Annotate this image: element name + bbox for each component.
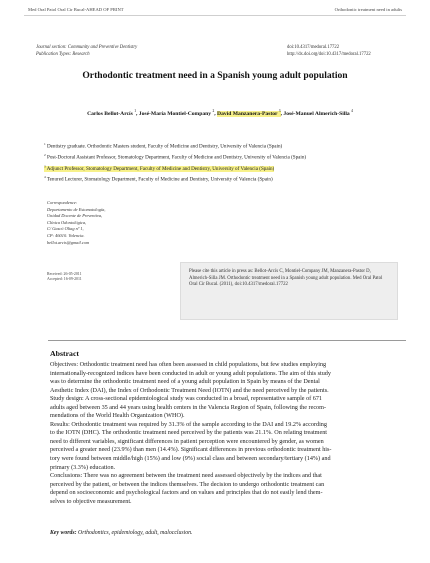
abstract-line: tory were found between middle/high (15%) and low (9%) social class and between secondary/tertiary (14%) and bbox=[50, 455, 331, 463]
abstract-line: Aesthetic Index (DAI), the Index of Orthodontic Treatment Need (IOTN) and the need perceived by the patients. bbox=[50, 386, 329, 394]
correspondence-line: Clínica Odontológica, bbox=[47, 219, 87, 225]
header-divider bbox=[24, 15, 406, 16]
citation-text: Please cite this article in press as: Bellot-Arcís C, Montiel-Company JM, Manzanera-Pastor D, Almerich-Silla JM. Orthodontic treatment need in a Spanish young adult population. Med Oral Patol Oral Cir Bucal. (2011), doi:10.4317/medoral.17722 bbox=[189, 269, 383, 288]
correspondence-block bbox=[47, 200, 105, 246]
abstract-line: depend on socioeconomic and psychological factors and on values and principles that do not easily lend them- bbox=[50, 489, 323, 497]
doi-block bbox=[287, 44, 371, 58]
doi-text[interactable]: doi:10.4317/medoral.17722 bbox=[287, 45, 340, 50]
correspondence-line: Departamento de Estomatología, bbox=[47, 206, 106, 212]
journal-section: Journal section: Community and Preventive Dentistry bbox=[36, 45, 138, 50]
correspondence-line: CP: 46010. Valencia. bbox=[47, 232, 85, 238]
keywords-text: Orthodontics, epidemiology, adult, malocclusion. bbox=[78, 530, 193, 536]
abstract-line: Results: Orthodontic treatment was required by 31.3% of the sample according to the DAI and 19.2% according bbox=[50, 420, 327, 428]
keywords bbox=[50, 530, 193, 536]
citation-box bbox=[180, 262, 398, 320]
correspondence-label: Correspondence: bbox=[47, 200, 78, 205]
author-4: José-Manuel Almerich-Silla $^4$ bbox=[283, 109, 353, 117]
abstract-line: selves to objective measurement. bbox=[50, 497, 132, 505]
abstract-body bbox=[50, 361, 410, 506]
journal-meta bbox=[36, 44, 137, 58]
abstract-heading: Abstract bbox=[50, 349, 80, 358]
author-list: Carlos Bellot-Arcís $^1$, José-María Montiel-Company $^2$, David Manzanera-Pastor $^3$, José-Manuel Almerich-Silla $^4$ bbox=[87, 109, 353, 117]
abstract-line: Study design: A cross-sectional epidemiological study was conducted in a broad, representative sample of 671 bbox=[50, 395, 323, 403]
accepted-date: Accepted: 16-09-2011 bbox=[47, 277, 82, 282]
publication-type: Publication Types: Research bbox=[36, 52, 90, 57]
abstract-line: was to determine the orthodontic treatment need of a young adult population in Spain by means of the Dental bbox=[50, 378, 320, 386]
affiliation-2: $^2$ Post-Doctoral Assistant Professor, Stomatology Department, Faculty of Medicine and Dentistry, University of Valencia (Spain) bbox=[44, 153, 307, 161]
doi-link[interactable]: http://dx.doi.org/doi:10.4317/medoral.17722 bbox=[287, 52, 371, 57]
affiliation-1: $^1$ Dentistry graduate. Orthodontic Masters student, Faculty of Medicine and Dentistry, University of Valencia (Spain) bbox=[44, 142, 283, 150]
abstract-line: perceived a greater need (23.9%) than men (14.4%). Significant differences in previous orthodontic treatment his- bbox=[50, 446, 332, 454]
abstract-line: adults aged between 35 and 44 years using health centers in the Valencia Region of Spain, following the recom- bbox=[50, 403, 326, 411]
abstract-line: primary (3.3%) education. bbox=[50, 463, 116, 471]
author-2: José-María Montiel-Company $^2$, bbox=[138, 109, 218, 117]
author-1: Carlos Bellot-Arcís $^1$, bbox=[87, 109, 139, 117]
abstract-line: Objectives: Orthodontic treatment need has often been assessed in child populations, but few studies employing bbox=[50, 361, 327, 368]
affiliation-3: $^3$ Adjunct Professor, Stomatology Department, Faculty of Medicine and Dentistry, University of Valencia (Spain) bbox=[44, 164, 275, 172]
affiliations bbox=[44, 140, 306, 184]
abstract-line: perceived by the patient, or between the indices themselves. The decision to undergo orthodontic treatment can bbox=[50, 480, 325, 488]
article-dates bbox=[47, 272, 82, 283]
correspondence-line: Unidad Docente de Preventiva, bbox=[47, 213, 103, 219]
running-header-journal: Med Oral Patol Oral Cir Bucal-AHEAD OF PRINT bbox=[28, 7, 124, 12]
correspondence-line: C/ Gascó Oliag nº 1, bbox=[47, 226, 84, 232]
abstract-line: need to different variables, significant differences in patient perception were encountered by gender, as women bbox=[50, 437, 324, 445]
abstract-line: to the IOTN (DHC). The orthodontic treatment need perceived by the patients was 21.1%. On relating treatment bbox=[50, 429, 328, 437]
article-title: Orthodontic treatment need in a Spanish young adult population bbox=[82, 70, 348, 81]
abstract-line: internationally-recognized indices have been conducted in adult or young adult populations. The aim of this study bbox=[50, 369, 331, 377]
author-3: David Manzanera-Pastor $^3$ bbox=[217, 109, 281, 117]
running-header-title: Orthodontic treatment need in adults bbox=[334, 7, 402, 12]
keywords-label: Key words: bbox=[50, 530, 77, 536]
affiliation-4: $^4$ Tenured Lecturer, Stomatology Department, Faculty of Medicine and Dentistry, University of Valencia (Spain) bbox=[44, 175, 273, 183]
abstract-line: mendations of the World Health Organization (WHO). bbox=[50, 412, 185, 420]
correspondence-email[interactable]: bellot.arcis@gmail.com bbox=[47, 239, 90, 245]
abstract-line: Conclusions: There was no agreement between the treatment need assessed objectively by the indices and that bbox=[50, 472, 322, 480]
abstract-divider bbox=[48, 340, 406, 341]
received-date: Received: 26-05-2011 bbox=[47, 272, 82, 276]
